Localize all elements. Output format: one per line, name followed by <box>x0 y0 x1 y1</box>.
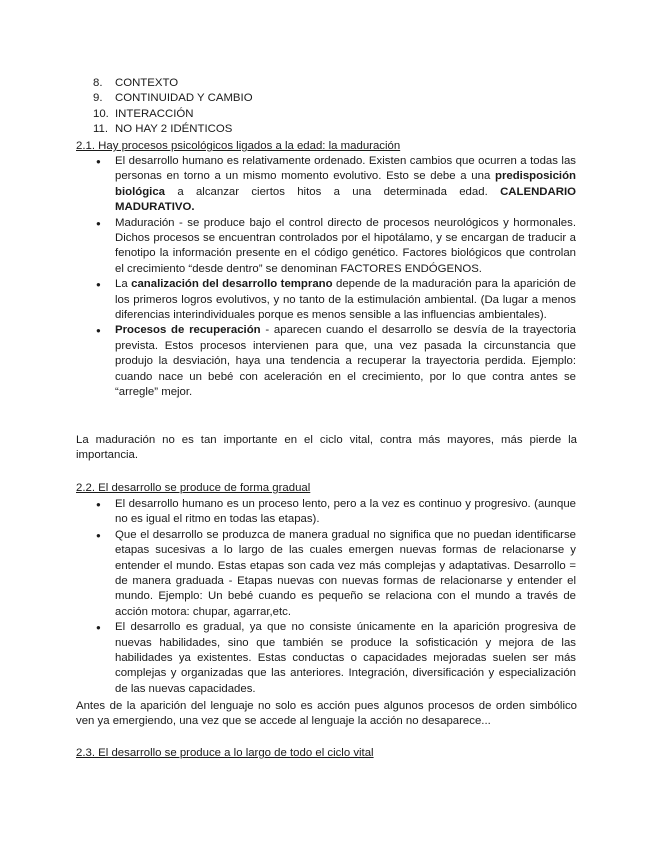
bullet-item: ● El desarrollo humano es un proceso lento, pero a la vez es continuo y progresivo. (aunque no es igual el ritmo en todas las etapas). <box>96 497 576 528</box>
list-item <box>93 76 253 91</box>
bullet-item: ● Maduración - se produce bajo el control directo de procesos neurológicos y hormonales. Dichos procesos se encuentran controlados por el hipotálamo, y se encargan de traducir a fenotipo la información presente en el código genético. Factores biológicos que controlan el crecimiento “desde dentro” se denominan FACTORES ENDÓGENOS. <box>96 216 576 278</box>
list-number: 9. <box>93 92 103 105</box>
bullet-item: ● La canalización del desarrollo temprano depende de la maduración para la aparición de los primeros logros evolutivos, y no tanto de la estimulación ambiental. (Da lugar a menos diferencias interindividuales porque es menos sensible a las influencias ambientales). <box>96 277 576 323</box>
list-text: CONTINUIDAD Y CAMBIO <box>115 92 253 105</box>
bullet-item: ● El desarrollo es gradual, ya que no consiste únicamente en la aparición progresiva de nuevas habilidades, sino que también se produce la sofisticación y mejora de las habilidades ya existentes. Estas conductas o capacidades mejoradas suelen ser más complejas y organizadas que las anteriores. Integración, diversificación y especialización de las nuevas capacidades. <box>96 620 576 697</box>
list-item <box>93 122 253 137</box>
list-number: 10. <box>93 107 109 120</box>
paragraph: La maduración no es tan importante en el ciclo vital, contra más mayores, más pierde la importancia. <box>76 434 577 462</box>
numbered-list <box>93 76 253 138</box>
bullet-item: ● Procesos de recuperación - aparecen cuando el desarrollo se desvía de la trayectoria prevista. Estos procesos intervienen para que, una vez pasada la circunstancia que produjo la desviación, haya una tendencia a recuperar la trayectoria perdida. Ejemplo: cuando nace un bebé con aceleración en el crecimiento, por lo que contra antes se “arregle” mejor. <box>96 323 576 400</box>
bold-text: Procesos de recuperación <box>115 324 261 337</box>
list-text: CONTEXTO <box>115 77 179 89</box>
bullet-item: ● El desarrollo humano es relativamente ordenado. Existen cambios que ocurren a todas las personas en torno a un mismo momento evolutivo. Esto se debe a una predisposición biológica a alcanzar ciertos hitos a una determinada edad. CALENDARIO MADURATIVO. <box>96 154 576 216</box>
list-number: 11. <box>93 123 108 136</box>
list-number: 8. <box>93 77 103 89</box>
bold-text: canalización del desarrollo temprano <box>131 278 333 291</box>
section-heading-2-2: 2.2. El desarrollo se produce de forma gradual <box>76 482 311 494</box>
list-item <box>93 91 253 106</box>
bold-text: predisposición biológica <box>115 170 576 198</box>
list-item <box>93 107 253 122</box>
bullet-item: ● Que el desarrollo se produzca de manera gradual no significa que no puedan identificarse etapas sucesivas a lo largo de las cuales emergen nuevas formas de relacionarse y entender el mundo. Estas etapas son cada vez más complejas y adaptativas. Desarrollo = de manera graduada - Etapas nuevas con nuevas formas de relacionarse y entender el mundo. Ejemplo: Un bebé cuando es pequeño se relaciona con el mundo a través de acción motora: chupar, agarrar,etc. <box>96 528 576 620</box>
paragraph: Antes de la aparición del lenguaje no solo es acción pues algunos procesos de orden simbólico ven ya emergiendo, una vez que se accede al lenguaje la acción no desaparece... <box>76 700 577 728</box>
bullet-list-2-1 <box>96 154 576 401</box>
list-text: NO HAY 2 IDÉNTICOS <box>115 123 233 136</box>
section-heading-2-3: 2.3. El desarrollo se produce a lo largo de todo el ciclo vital <box>76 747 374 759</box>
bold-text: CALENDARIO MADURATIVO. <box>115 185 576 214</box>
section-heading-2-1: 2.1. Hay procesos psicológicos ligados a la edad: la maduración <box>76 140 401 152</box>
list-text: INTERACCIÓN <box>115 107 194 120</box>
bullet-list-2-2 <box>96 497 576 697</box>
